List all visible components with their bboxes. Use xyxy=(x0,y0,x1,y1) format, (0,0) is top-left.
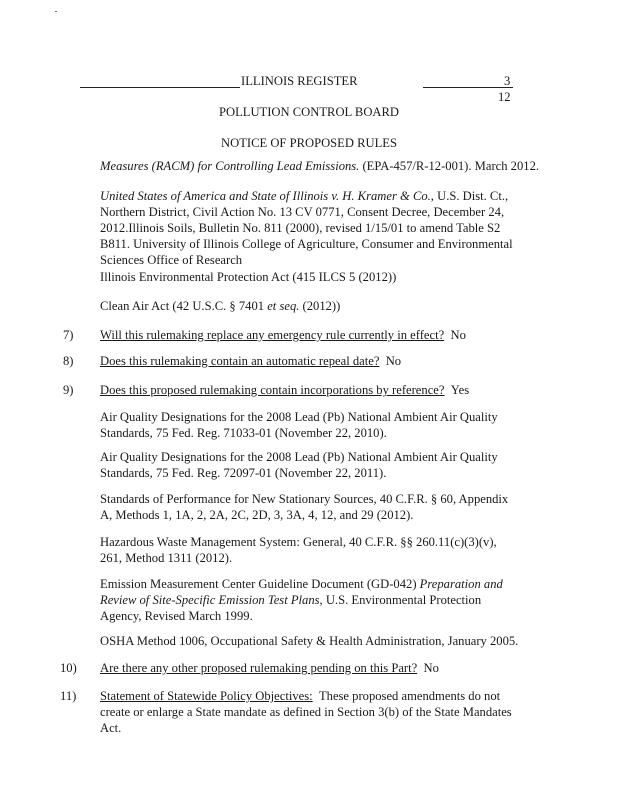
question-8 xyxy=(100,353,401,369)
issue-number: 12 xyxy=(498,90,511,104)
board-name: POLLUTION CONTROL BOARD xyxy=(218,105,400,119)
question-text: Does this rulemaking contain an automatic repeal date? xyxy=(100,354,380,368)
reference-italic: Measures (RACM) for Controlling Lead Emissions. xyxy=(100,159,360,173)
question-number: 11) xyxy=(60,689,77,703)
reference-text: (2012)) xyxy=(299,299,341,313)
incorporation-osha: OSHA Method 1006, Occupational Safety & Health Administration, January 2005. xyxy=(100,634,519,648)
question-7 xyxy=(100,327,466,343)
question-number: 10) xyxy=(60,661,77,675)
reference-text: , U.S. Environmental Protection Agency, Revised March 1999. xyxy=(100,593,482,623)
question-text: Does this proposed rulemaking contain incorporations by reference? xyxy=(100,383,445,397)
question-answer: No xyxy=(385,354,402,368)
question-answer: These proposed amendments do not create or enlarge a State mandate as defined in Section 3(b) of the State Mandates Act. xyxy=(100,689,512,735)
question-number: 9) xyxy=(63,383,74,397)
question-9 xyxy=(100,382,469,398)
incorporation-hazardous-waste: Hazardous Waste Management System: General, 40 C.F.R. §§ 260.11(c)(3)(v), 261, Method 1311 (2012). xyxy=(100,535,497,565)
question-answer: No xyxy=(423,661,439,675)
question-answer: Yes xyxy=(450,383,470,397)
incorporation-nsps: Standards of Performance for New Stationary Sources, 40 C.F.R. § 60, Appendix A, Methods 1, 1A, 2, 2A, 2C, 2D, 3, 3A, 4, 12, and 29 (2012). xyxy=(100,492,509,522)
incorporation-lead-2010: Air Quality Designations for the 2008 Lead (Pb) National Ambient Air Quality Standards, 75 Fed. Reg. 71033-01 (November 22, 2010). xyxy=(100,410,498,440)
question-11 xyxy=(100,688,525,736)
reference-consent-decree xyxy=(100,188,530,268)
question-number: 8) xyxy=(63,354,74,368)
page-number: 3 xyxy=(504,74,511,88)
question-answer: No xyxy=(450,328,466,342)
notice-title: NOTICE OF PROPOSED RULES xyxy=(221,136,397,150)
question-text: Are there any other proposed rulemaking pending on this Part? xyxy=(100,661,418,675)
incorporation-lead-2011: Air Quality Designations for the 2008 Lead (Pb) National Ambient Air Quality Standards, 75 Fed. Reg. 72097-01 (November 22, 2011). xyxy=(100,450,498,480)
reference-il-epa-act: Illinois Environmental Protection Act (415 ILCS 5 (2012)) xyxy=(100,270,397,284)
reference-italic: Preparation and Review of Site-Specific Emission Test Plans xyxy=(100,577,503,607)
question-text: Statement of Statewide Policy Objectives: xyxy=(100,689,313,703)
reference-text: (EPA-457/R-12-001). March 2012. xyxy=(359,159,540,173)
incorporation-gd-042 xyxy=(100,576,520,624)
question-number: 7) xyxy=(63,328,74,342)
reference-clean-air-act xyxy=(100,298,340,314)
question-text: Will this rulemaking replace any emergency rule currently in effect? xyxy=(100,328,445,342)
reference-text: , U.S. Dist. Ct., Northern District, Civil Action No. 13 CV 0771, Consent Decree, December 24, 2012.Illinois Soils, Bulletin No. 811 (2000), revised 1/15/01 to amend Table S2 B811. University of Illinois College of Agriculture, Consumer and Environmental Sciences Office of Research xyxy=(100,189,513,267)
header-rule-right xyxy=(423,87,513,88)
reference-italic: et seq. xyxy=(267,299,300,313)
reference-racm xyxy=(100,158,540,174)
header-rule-left xyxy=(80,87,240,88)
reference-italic: United States of America and State of Illinois v. H. Kramer & Co. xyxy=(100,189,431,203)
reference-text: Clean Air Act (42 U.S.C. § 7401 xyxy=(100,299,268,313)
scan-speck xyxy=(55,11,57,12)
question-10 xyxy=(100,660,439,676)
reference-text: Emission Measurement Center Guideline Document (GD-042) xyxy=(100,577,420,591)
register-title: ILLINOIS REGISTER xyxy=(241,74,358,88)
